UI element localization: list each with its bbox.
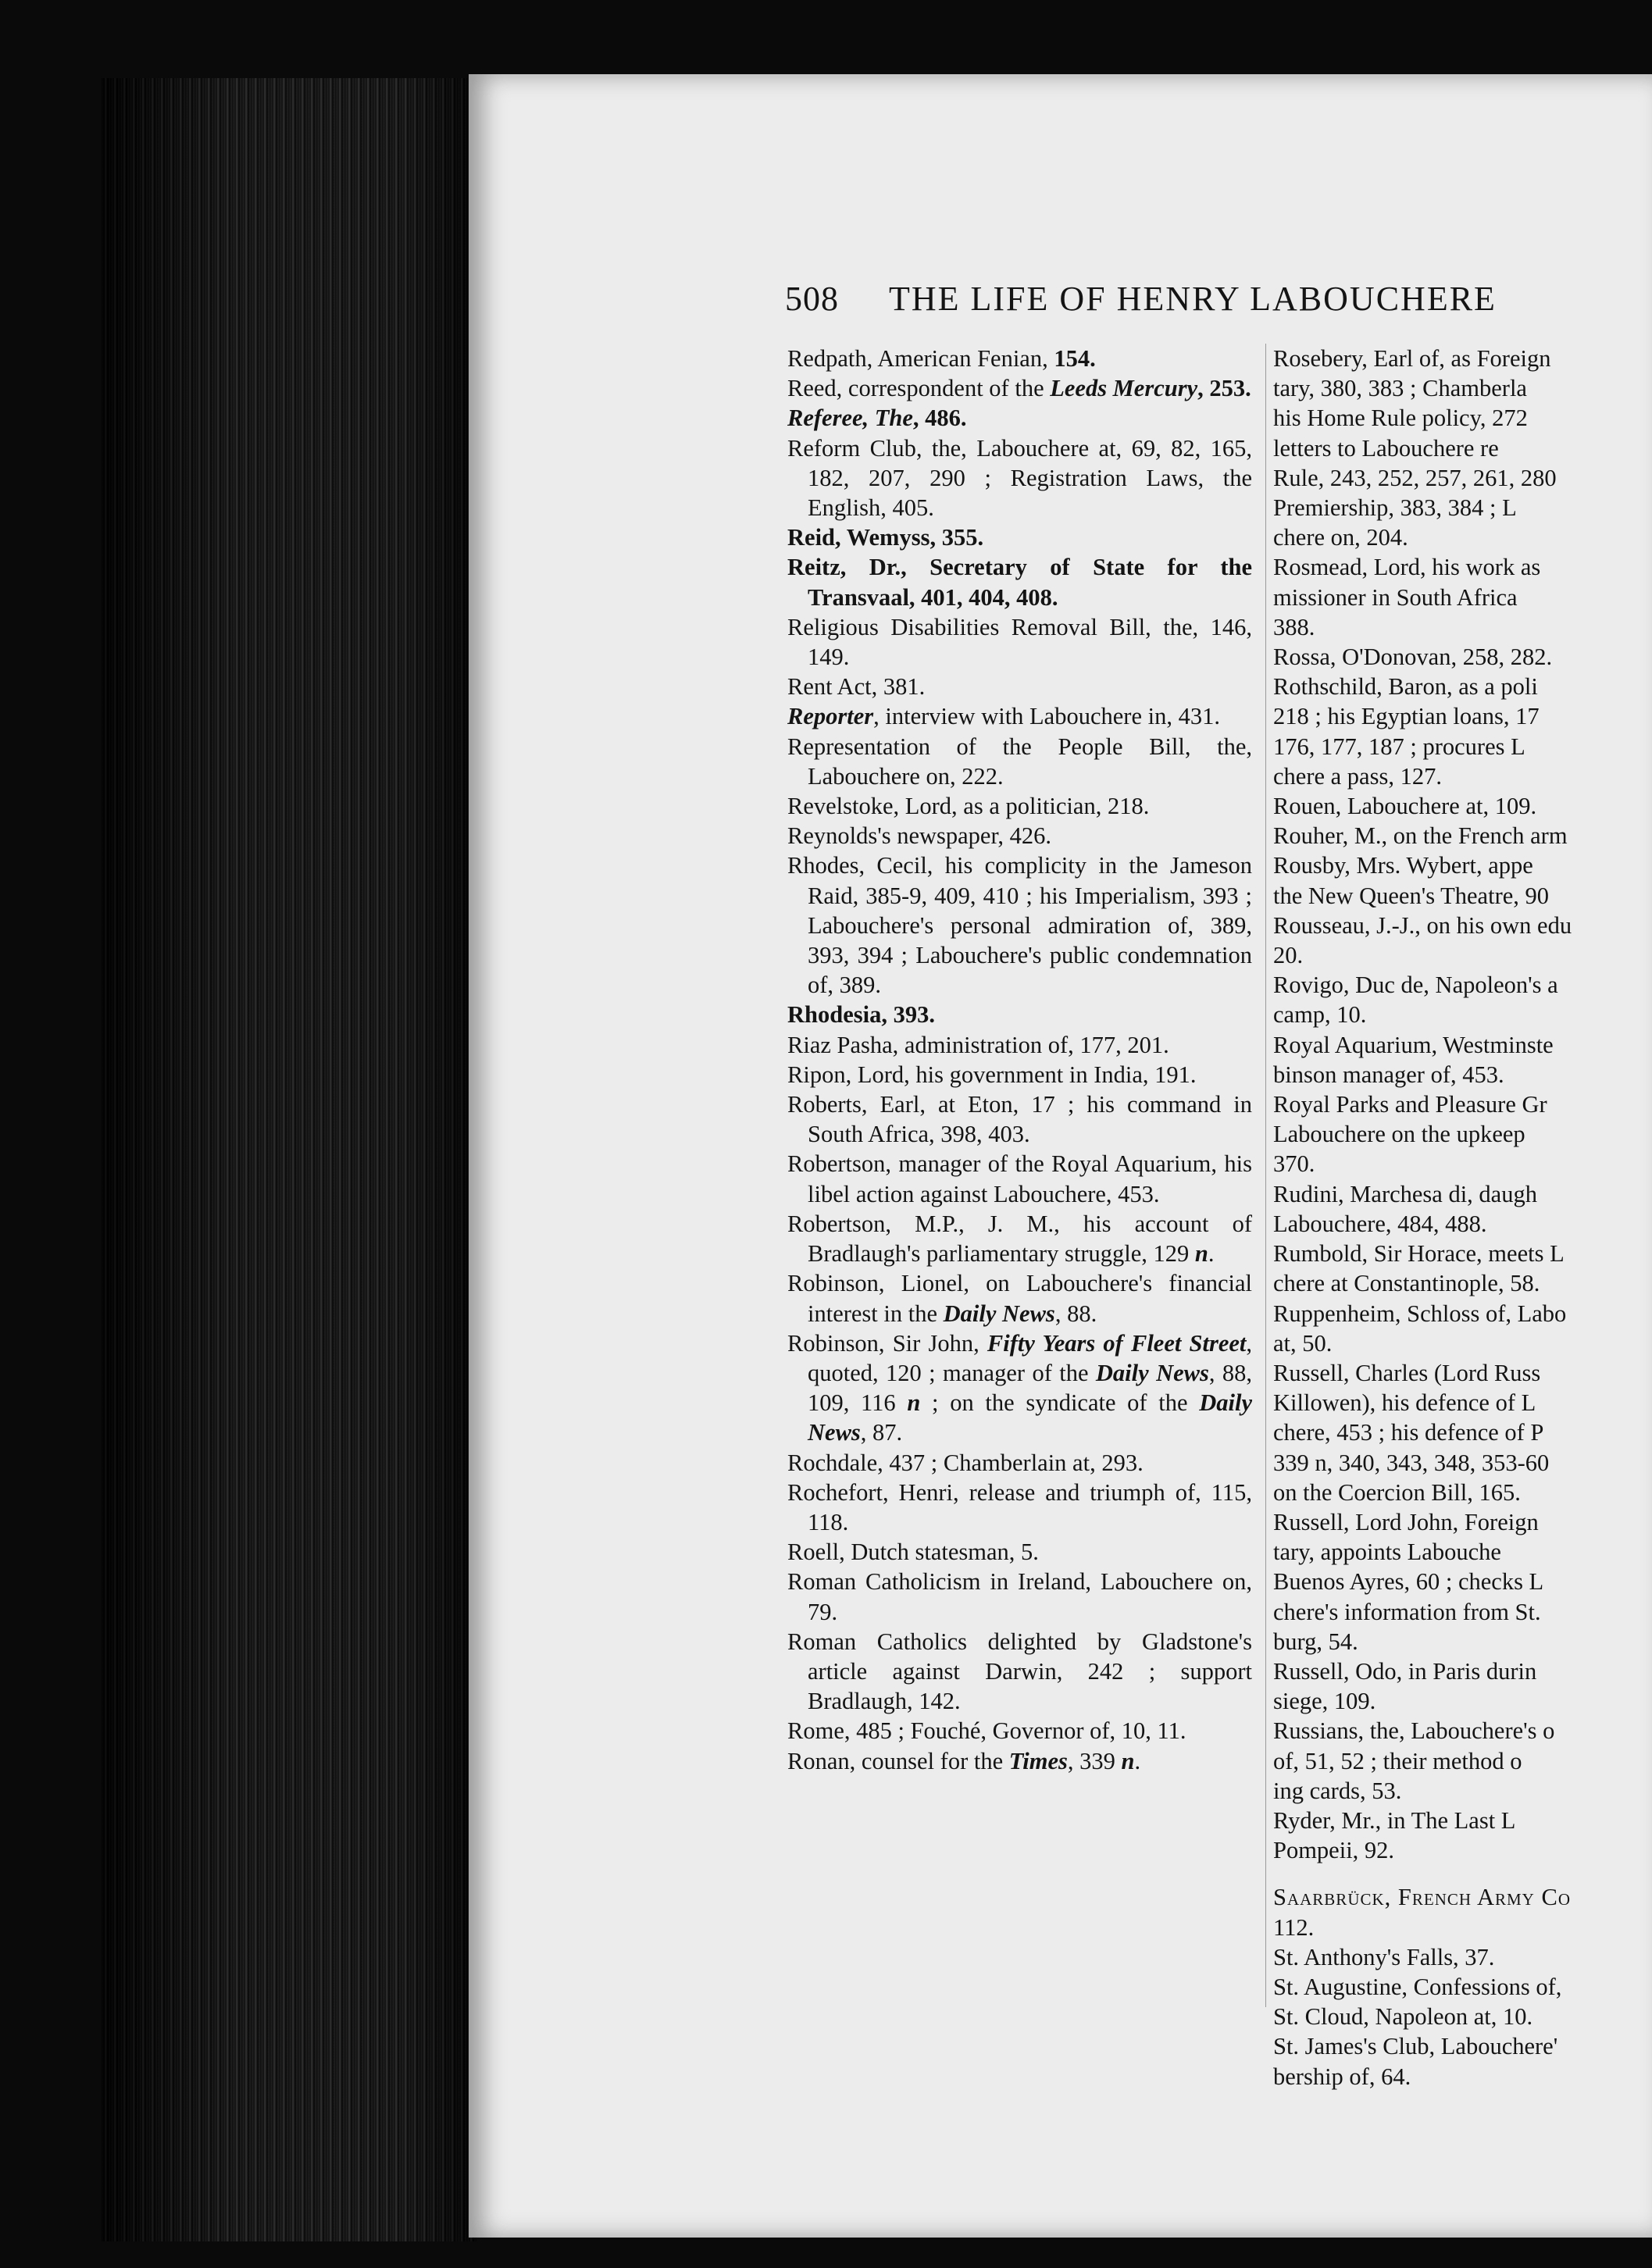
index-entry-line: Ryder, Mr., in The Last L	[1273, 1806, 1516, 1834]
index-entry-text: .	[1134, 1747, 1141, 1774]
book-page-edges	[102, 78, 476, 2241]
index-entry-line: camp, 10.	[1273, 1001, 1367, 1029]
index-entry-line: Russell, Charles (Lord Russ	[1273, 1359, 1541, 1386]
index-entry-text: Roberts, Earl, at Eton, 17 ; his command in South Africa, 398, 403.	[787, 1091, 1252, 1148]
index-entry	[1273, 642, 1652, 672]
index-entry-line: Rumbold, Sir Horace, meets L	[1273, 1240, 1565, 1268]
index-entry-text: 154.	[1054, 345, 1096, 372]
index-entry-text: , 88, 109, 116	[808, 1359, 1252, 1417]
index-entry-text: , 339	[1067, 1747, 1122, 1774]
index-entry	[787, 1328, 1252, 1448]
index-entry-line: his Home Rule policy, 272	[1273, 405, 1528, 432]
index-entry-text: Robertson, manager of the Royal Aquarium, his libel action against Labouchere, 453.	[787, 1150, 1252, 1207]
index-entry	[787, 1149, 1252, 1208]
index-entry-line: Labouchere, 484, 488.	[1273, 1210, 1487, 1237]
index-entry-text: , interview with Labouchere in, 431.	[873, 703, 1220, 730]
index-entry-line: Buenos Ayres, 60 ; checks L	[1273, 1568, 1544, 1596]
index-entry-text: Rhodes, Cecil, his complicity in the Jameson Raid, 385-9, 409, 410 ; his Imperialism, 393 ; Labouchere's personal admiration of, 389, 393, 394 ; Labouchere's public condemnation of, 389.	[787, 852, 1252, 999]
index-entry-line: Saarbrück, French Army Co	[1273, 1884, 1571, 1911]
index-entry	[1273, 1882, 1652, 1942]
index-entry	[1273, 1089, 1652, 1179]
index-column-left	[787, 344, 1252, 1776]
index-entry	[787, 1209, 1252, 1268]
index-entry	[787, 552, 1252, 612]
index-entry-line: Rovigo, Duc de, Napoleon's a	[1273, 972, 1558, 999]
index-entry	[787, 1567, 1252, 1626]
index-entry	[787, 821, 1252, 850]
index-entry-line: Russell, Lord John, Foreign	[1273, 1508, 1539, 1535]
index-entry-line: Royal Aquarium, Westminste	[1273, 1031, 1554, 1058]
index-entry-text: Rochdale, 437 ; Chamberlain at, 293.	[787, 1449, 1144, 1476]
index-entry	[1273, 2002, 1652, 2031]
index-entry	[787, 1000, 1252, 1029]
index-entry-text: ; on the syndicate of the	[920, 1389, 1200, 1417]
index-entry-text: Redpath, American Fenian,	[787, 345, 1054, 372]
index-entry-text: , quoted, 120 ; manager of the	[808, 1329, 1252, 1386]
index-entry-line: burg, 54.	[1273, 1628, 1358, 1655]
index-entry-line: Killowen), his defence of L	[1273, 1389, 1536, 1417]
index-entry	[1273, 791, 1652, 821]
index-entry-text: Reform Club, the, Labouchere at, 69, 82, 165, 182, 207, 290 ; Registration Laws, the English, 405.	[787, 434, 1252, 522]
index-entry-line: of, 51, 52 ; their method o	[1273, 1747, 1522, 1774]
index-entry-line: St. Cloud, Napoleon at, 10.	[1273, 2003, 1533, 2031]
index-entry	[787, 1716, 1252, 1746]
index-entry-line: chere's information from St.	[1273, 1598, 1541, 1625]
index-entry-text: Roman Catholicism in Ireland, Labouchere on, 79.	[787, 1568, 1252, 1625]
index-entry-text: Robertson, M.P., J. M., his account of Bradlaugh's parliamentary struggle, 129	[787, 1210, 1252, 1268]
index-entry-line: St. Anthony's Falls, 37.	[1273, 1943, 1495, 1970]
index-entry	[787, 701, 1252, 731]
index-entry-text: Rhodesia, 393.	[787, 1001, 935, 1029]
index-entry	[1273, 821, 1652, 850]
index-entry-text: , 87.	[860, 1419, 903, 1446]
index-entry-text: Revelstoke, Lord, as a politician, 218.	[787, 793, 1150, 820]
index-entry-text: n	[907, 1389, 921, 1417]
index-entry-text: Ripon, Lord, his government in India, 191.	[787, 1061, 1197, 1088]
index-entry-line: Rouen, Labouchere at, 109.	[1273, 793, 1537, 820]
index-entry-text: Reed, correspondent of the	[787, 375, 1051, 402]
index-entry-line: the New Queen's Theatre, 90	[1273, 882, 1550, 909]
index-entry-line: 370.	[1273, 1150, 1315, 1178]
index-entry-text: Robinson, Sir John,	[787, 1329, 987, 1357]
index-entry	[787, 344, 1252, 373]
index-entry-text: Leeds Mercury	[1050, 375, 1198, 402]
index-entry	[787, 791, 1252, 821]
index-entry	[1273, 672, 1652, 791]
index-entry	[1273, 1239, 1652, 1298]
index-entry	[787, 373, 1252, 403]
index-entry-line: ing cards, 53.	[1273, 1777, 1402, 1804]
index-entry-text: , 486.	[912, 405, 967, 432]
index-entry	[787, 1030, 1252, 1060]
index-entry	[787, 522, 1252, 552]
index-entry	[1273, 970, 1652, 1029]
index-entry-line: tary, 380, 383 ; Chamberla	[1273, 375, 1527, 402]
index-entry	[787, 1746, 1252, 1776]
index-entry-line: chere a pass, 127.	[1273, 762, 1442, 790]
index-entry-line: missioner in South Africa	[1273, 583, 1518, 611]
index-entry-text: Representation of the People Bill, the, Labouchere on, 222.	[787, 733, 1252, 790]
index-entry-text: Daily News	[943, 1300, 1055, 1327]
index-entry-line: Rule, 243, 252, 257, 261, 280	[1273, 464, 1557, 491]
index-entry-text: Reid, Wemyss, 355.	[787, 524, 984, 551]
index-entry	[787, 1627, 1252, 1717]
index-entry-text: Fifty Years of Fleet Street	[987, 1329, 1247, 1357]
index-entry-text: Riaz Pasha, administration of, 177, 201.	[787, 1031, 1169, 1058]
index-entry-line: 339 n, 340, 343, 348, 353-60	[1273, 1449, 1550, 1476]
index-entry-line: Ruppenheim, Schloss of, Labo	[1273, 1300, 1567, 1327]
book-page	[469, 74, 1652, 2238]
index-entry	[1273, 1299, 1652, 1358]
index-entry-text: Reynolds's newspaper, 426.	[787, 822, 1052, 850]
index-entry	[1273, 1806, 1652, 1865]
index-entry	[787, 1537, 1252, 1567]
index-entry-line: Russell, Odo, in Paris durin	[1273, 1657, 1537, 1685]
index-entry-line: Rothschild, Baron, as a poli	[1273, 673, 1538, 701]
index-entry-line: 388.	[1273, 613, 1315, 640]
index-entry	[787, 1448, 1252, 1478]
index-entry	[1273, 1179, 1652, 1239]
index-entry	[787, 732, 1252, 791]
index-entry-line: on the Coercion Bill, 165.	[1273, 1478, 1521, 1506]
index-entry	[1273, 1942, 1652, 1972]
running-title: THE LIFE OF HENRY LABOUCHERE	[889, 280, 1497, 318]
index-entry-line: Rousseau, J.-J., on his own edu	[1273, 911, 1572, 939]
index-entry-line: Royal Parks and Pleasure Gr	[1273, 1091, 1547, 1118]
index-entry	[787, 1268, 1252, 1328]
index-entry	[787, 1478, 1252, 1537]
index-entry-line: 112.	[1273, 1913, 1315, 1941]
index-entry-text: Rochefort, Henri, release and triumph of, 115, 118.	[787, 1478, 1252, 1535]
index-entry	[787, 612, 1252, 672]
page-content	[469, 74, 1652, 2238]
index-entry-line: letters to Labouchere re	[1273, 434, 1499, 462]
index-entry-text: n	[1121, 1747, 1135, 1774]
index-entry-line: bership of, 64.	[1273, 2063, 1411, 2090]
index-entry-line: Rossa, O'Donovan, 258, 282.	[1273, 644, 1553, 671]
index-entry	[1273, 1507, 1652, 1656]
index-entry-line: Premiership, 383, 384 ; L	[1273, 494, 1517, 522]
index-entry	[787, 1089, 1252, 1149]
index-entry-line: 218 ; his Egyptian loans, 17	[1273, 703, 1540, 730]
index-entry	[1273, 1972, 1652, 2002]
index-entry-line: chere at Constantinople, 58.	[1273, 1270, 1540, 1297]
index-entry-text: Ronan, counsel for the	[787, 1747, 1009, 1774]
index-entry-line: St. Augustine, Confessions of,	[1273, 1973, 1562, 2000]
index-entry-text: , 88.	[1054, 1300, 1097, 1327]
index-entry-line: Rousby, Mrs. Wybert, appe	[1273, 852, 1533, 879]
index-entry	[1273, 1358, 1652, 1507]
index-entry-text: Robinson, Lionel, on Labouchere's financial interest in the	[787, 1270, 1252, 1327]
index-entry-line: Russians, the, Labouchere's o	[1273, 1717, 1555, 1745]
page-number: 508	[785, 280, 839, 318]
index-entry-line: Pompeii, 92.	[1273, 1837, 1395, 1864]
index-entry-text: n	[1194, 1240, 1208, 1268]
index-entry	[1273, 911, 1652, 970]
index-entry-line: binson manager of, 453.	[1273, 1061, 1504, 1088]
index-entry-text: Roman Catholics delighted by Gladstone's article against Darwin, 242 ; support Bradlaugh, 142.	[787, 1628, 1252, 1715]
index-entry-line: Rudini, Marchesa di, daugh	[1273, 1180, 1537, 1207]
index-entry-text: Rome, 485 ; Fouché, Governor of, 10, 11.	[787, 1717, 1186, 1745]
index-entry-line: at, 50.	[1273, 1329, 1333, 1357]
index-entry-text: Daily News	[1095, 1359, 1209, 1386]
index-entry-line: tary, appoints Labouche	[1273, 1539, 1501, 1566]
index-column-right	[1273, 344, 1652, 2091]
index-entry-line: 20.	[1273, 942, 1304, 969]
index-entry	[787, 433, 1252, 523]
index-entry-text: Roell, Dutch statesman, 5.	[787, 1539, 1039, 1566]
index-entry	[787, 850, 1252, 1000]
index-entry-text: , 253.	[1197, 375, 1251, 402]
index-entry-line: 176, 177, 187 ; procures L	[1273, 733, 1525, 760]
index-entry	[1273, 552, 1652, 642]
index-entry-line: Labouchere on the upkeep	[1273, 1121, 1525, 1148]
index-entry-text: Rent Act, 381.	[787, 673, 926, 701]
index-entry	[1273, 850, 1652, 910]
index-entry-line: St. James's Club, Labouchere'	[1273, 2033, 1558, 2060]
index-entry	[787, 672, 1252, 701]
index-entry-text: Daily News	[808, 1389, 1252, 1446]
index-entry	[787, 1060, 1252, 1089]
index-entry-line: chere, 453 ; his defence of P	[1273, 1419, 1544, 1446]
index-entry-line: Rosebery, Earl of, as Foreign	[1273, 345, 1551, 372]
index-entry-line: Rosmead, Lord, his work as	[1273, 554, 1541, 581]
index-entry-text: Religious Disabilities Removal Bill, the, 146, 149.	[787, 613, 1252, 671]
column-rule	[1265, 344, 1266, 2007]
index-entry-line: siege, 109.	[1273, 1688, 1376, 1715]
index-entry	[1273, 344, 1652, 552]
index-entry-text: Reitz, Dr., Secretary of State for the Transvaal, 401, 404, 408.	[787, 554, 1252, 611]
index-entry	[1273, 2031, 1652, 2091]
index-entry	[1273, 1030, 1652, 1089]
index-entry	[1273, 1656, 1652, 1716]
index-entry	[787, 403, 1252, 433]
index-entry-line: chere on, 204.	[1273, 524, 1408, 551]
index-entry-line: Rouher, M., on the French arm	[1273, 822, 1568, 850]
index-entry	[1273, 1716, 1652, 1806]
index-entry-text: Referee, The	[787, 405, 913, 432]
index-entry-text: Times	[1008, 1747, 1068, 1774]
index-entry-text: Reporter	[787, 703, 874, 730]
running-head	[785, 279, 1652, 319]
index-entry-text: .	[1208, 1240, 1215, 1268]
